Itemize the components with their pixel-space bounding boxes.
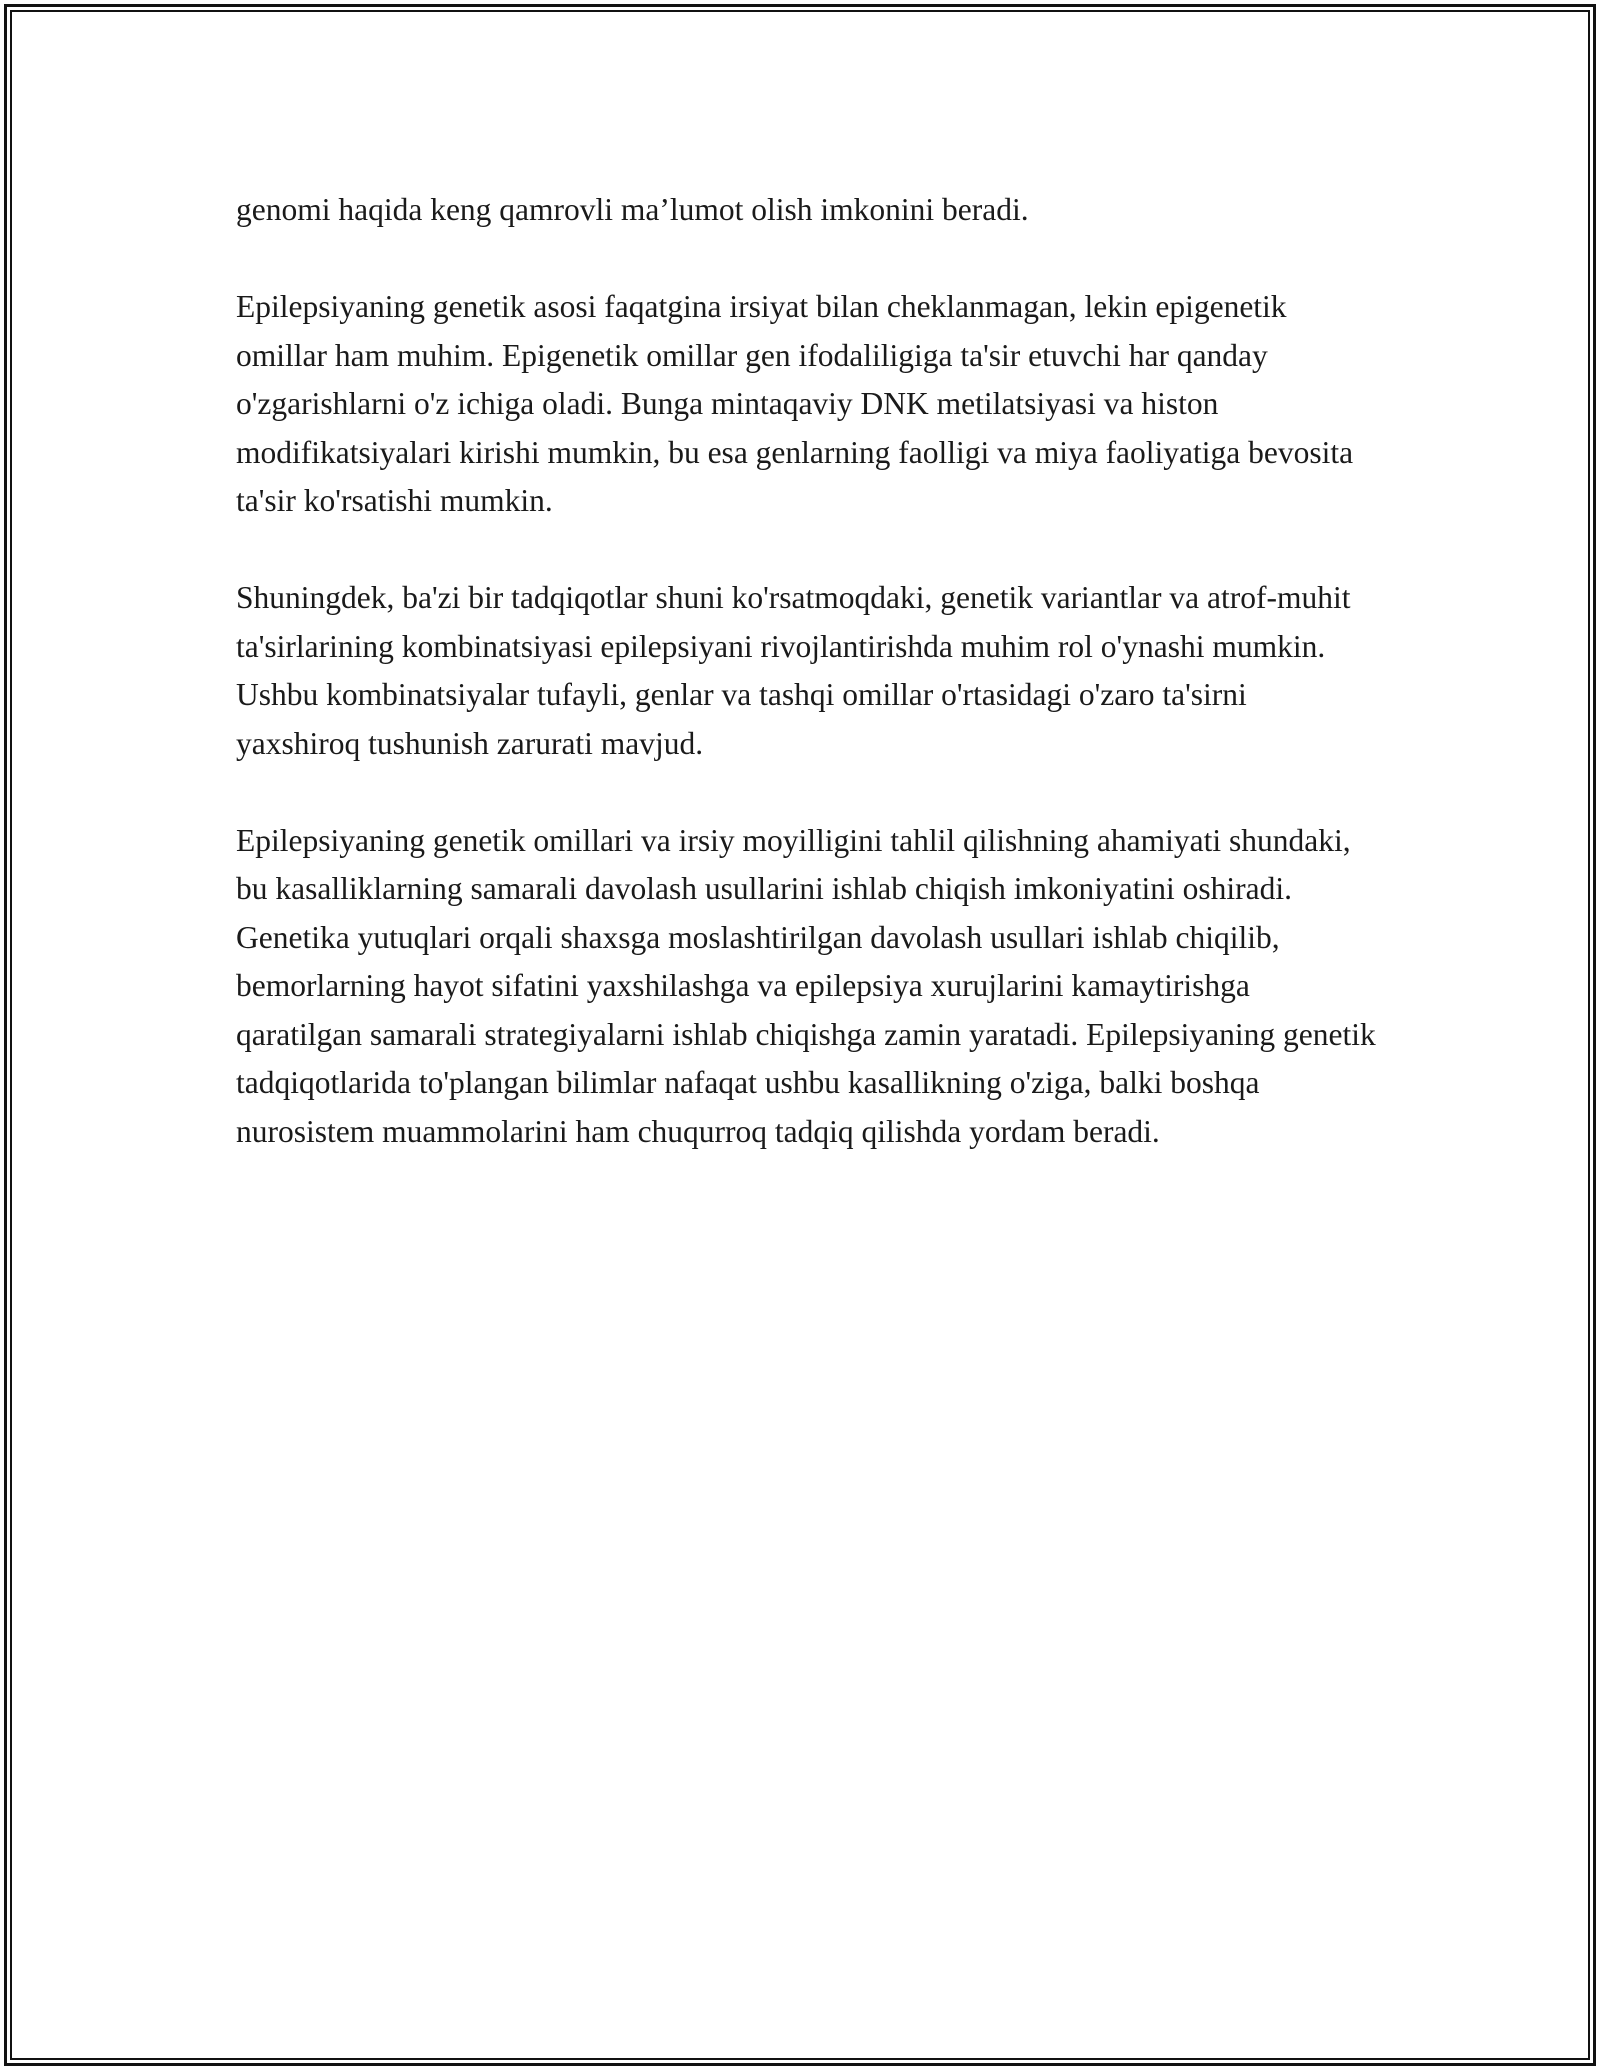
paragraph-2: Epilepsiyaning genetik asosi faqatgina irsiyat bilan cheklanmagan, lekin epigenetik omillar ham muhim. Epigenetik omillar gen ifodaliligiga ta'sir etuvchi har qanday o'zgarishlarni o'z ichiga oladi. Bunga mintaqaviy DNK metilatsiyasi va histon modifikatsiyalari kirishi mumkin, bu esa genlarning faolligi va miya faoliyatiga bevosita ta'sir ko'rsatishi mumkin. (236, 289, 1354, 518)
paragraph-3: Shuningdek, ba'zi bir tadqiqotlar shuni ko'rsatmoqdaki, genetik variantlar va atrof-muhit ta'sirlarining kombinatsiyasi epilepsiyani rivojlantirishda muhim rol o'ynashi mumkin. Ushbu kombinatsiyalar tufayli, genlar va tashqi omillar o'rtasidagi o'zaro ta'sirni yaxshiroq tushunish zarurati mavjud. (236, 580, 1351, 761)
paragraph-4: Epilepsiyaning genetik omillari va irsiy moyilligini tahlil qilishning ahamiyati shundaki, bu kasalliklarning samarali davolash usullarini ishlab chiqish imkoniyatini oshiradi. Genetika yutuqlari orqali shaxsga moslashtirilgan davolash usullari ishlab chiqilib, bemorlarning hayot sifatini yaxshilashga va epilepsiya xurujlarini kamaytirishga qaratilgan samarali strategiyalarni ishlab chiqishga zamin yaratadi. Epilepsiyaning genetik tadqiqotlarida to'plangan bilimlar nafaqat ushbu kasallikning o'ziga, balki boshqa nurosistem muammolarini ham chuqurroq tadqiq qilishda yordam beradi. (236, 822, 1376, 1149)
paragraph-1: genomi haqida keng qamrovli ma’lumot olish imkonini beradi. (236, 192, 1029, 227)
document-body (236, 186, 1376, 1205)
